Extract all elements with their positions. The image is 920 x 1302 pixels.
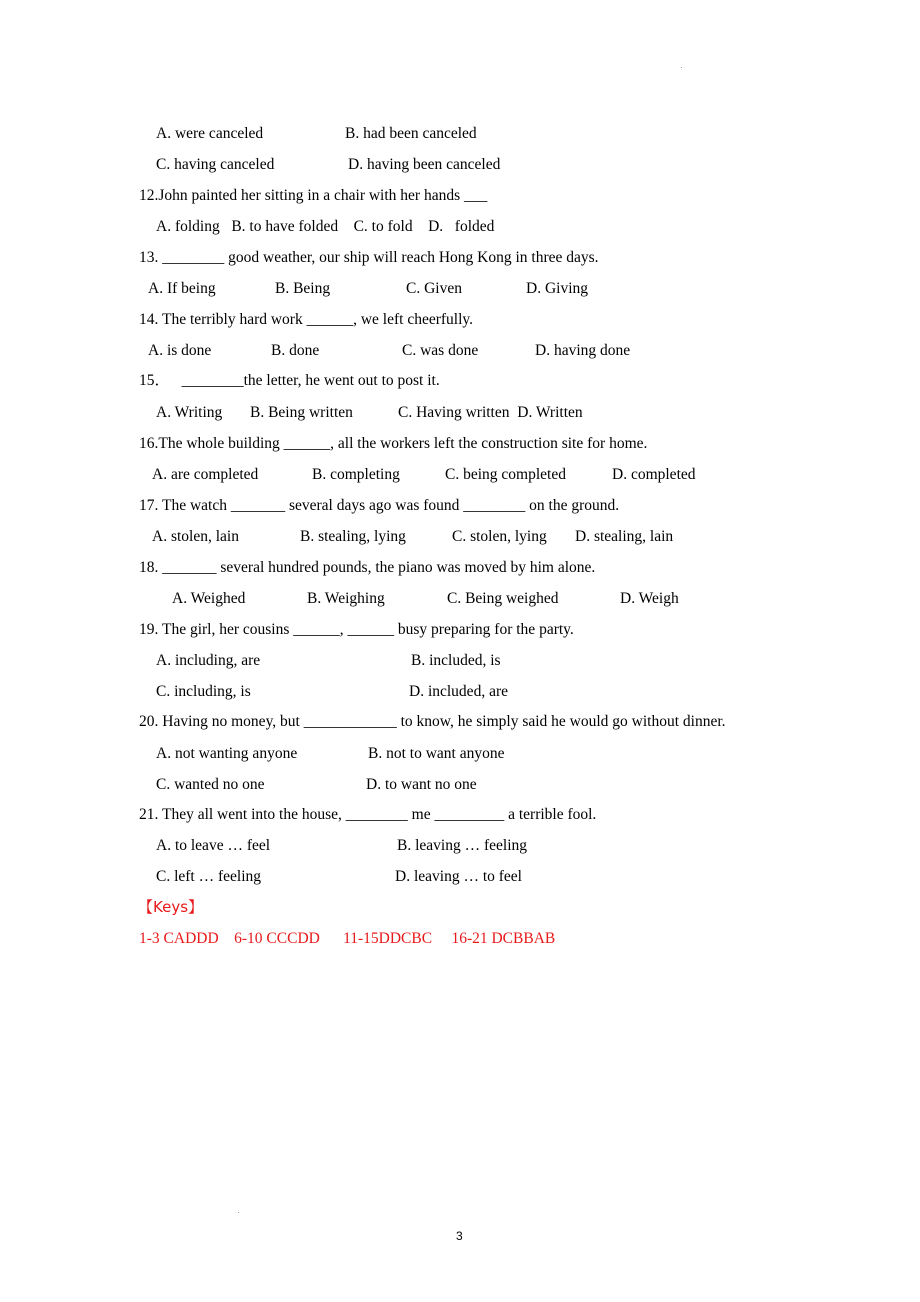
option-text: A. were canceled: [156, 125, 264, 142]
keys-heading: 【Keys】: [138, 898, 204, 916]
option-text: C. Having written D. Written: [398, 404, 583, 421]
option-text: B. completing: [312, 466, 400, 483]
question-text: 13. ________ good weather, our ship will reach Hong Kong in three days.: [139, 249, 599, 266]
option-text: B. done: [271, 342, 320, 359]
question-text: 14. The terribly hard work ______, we left cheerfully.: [139, 311, 474, 328]
option-text: D. to want no one: [366, 776, 477, 793]
question-text: 12.John painted her sitting in a chair with her hands ___: [139, 187, 488, 204]
option-text: A. are completed: [152, 466, 259, 483]
option-text: C. including, is: [156, 683, 251, 700]
option-text: D. having done: [535, 342, 631, 359]
page-mark: [681, 67, 682, 68]
option-text: A. is done: [148, 342, 212, 359]
option-text: C. stolen, lying: [452, 528, 547, 545]
option-text: B. Being written: [250, 404, 353, 421]
option-text: C. wanted no one: [156, 776, 265, 793]
question-text: 18. _______ several hundred pounds, the piano was moved by him alone.: [139, 559, 596, 576]
option-text: B. not to want anyone: [368, 745, 505, 762]
option-text: C. Being weighed: [447, 590, 559, 607]
question-text: 19. The girl, her cousins ______, ______ busy preparing for the party.: [139, 621, 574, 638]
option-text: B. Weighing: [307, 590, 385, 607]
option-text: A. not wanting anyone: [156, 745, 298, 762]
option-text: D. Weigh: [620, 590, 679, 607]
option-text: A. including, are: [156, 652, 261, 669]
option-text: D. included, are: [409, 683, 508, 700]
question-text: 17. The watch _______ several days ago was found ________ on the ground.: [139, 497, 620, 514]
option-text: B. included, is: [411, 652, 501, 669]
option-text: D. stealing, lain: [575, 528, 674, 545]
option-text: C. having canceled: [156, 156, 275, 173]
question-text: 15． ________the letter, he went out to post it.: [139, 372, 440, 389]
option-text: A. Weighed: [172, 590, 246, 607]
option-text: A. If being: [148, 280, 216, 297]
page-mark: [238, 1212, 239, 1213]
option-text: C. was done: [402, 342, 479, 359]
question-text: 20. Having no money, but ____________ to know, he simply said he would go without dinner.: [139, 713, 726, 730]
option-text: A. stolen, lain: [152, 528, 239, 545]
option-text: D. completed: [612, 466, 696, 483]
option-text: D. leaving … to feel: [395, 868, 522, 885]
option-text: B. had been canceled: [345, 125, 477, 142]
option-text: D. having been canceled: [348, 156, 501, 173]
question-text: 16.The whole building ______, all the workers left the construction site for home.: [139, 435, 648, 452]
option-text: C. being completed: [445, 466, 566, 483]
option-text: C. left … feeling: [156, 868, 262, 885]
option-text: B. Being: [275, 280, 331, 297]
option-text: D. Giving: [526, 280, 588, 297]
option-text: A. folding B. to have folded C. to fold D. folded: [156, 218, 495, 235]
answer-key-line: 1-3 CADDD 6-10 CCCDD 11-15DDCBC 16-21 DCBBAB: [139, 930, 556, 947]
option-text: A. to leave … feel: [156, 837, 271, 854]
option-text: B. stealing, lying: [300, 528, 406, 545]
question-text: 21. They all went into the house, ________ me _________ a terrible fool.: [139, 806, 597, 823]
option-text: B. leaving … feeling: [397, 837, 527, 854]
option-text: C. Given: [406, 280, 462, 297]
option-text: A. Writing: [156, 404, 223, 421]
page-number: 3: [456, 1229, 463, 1243]
